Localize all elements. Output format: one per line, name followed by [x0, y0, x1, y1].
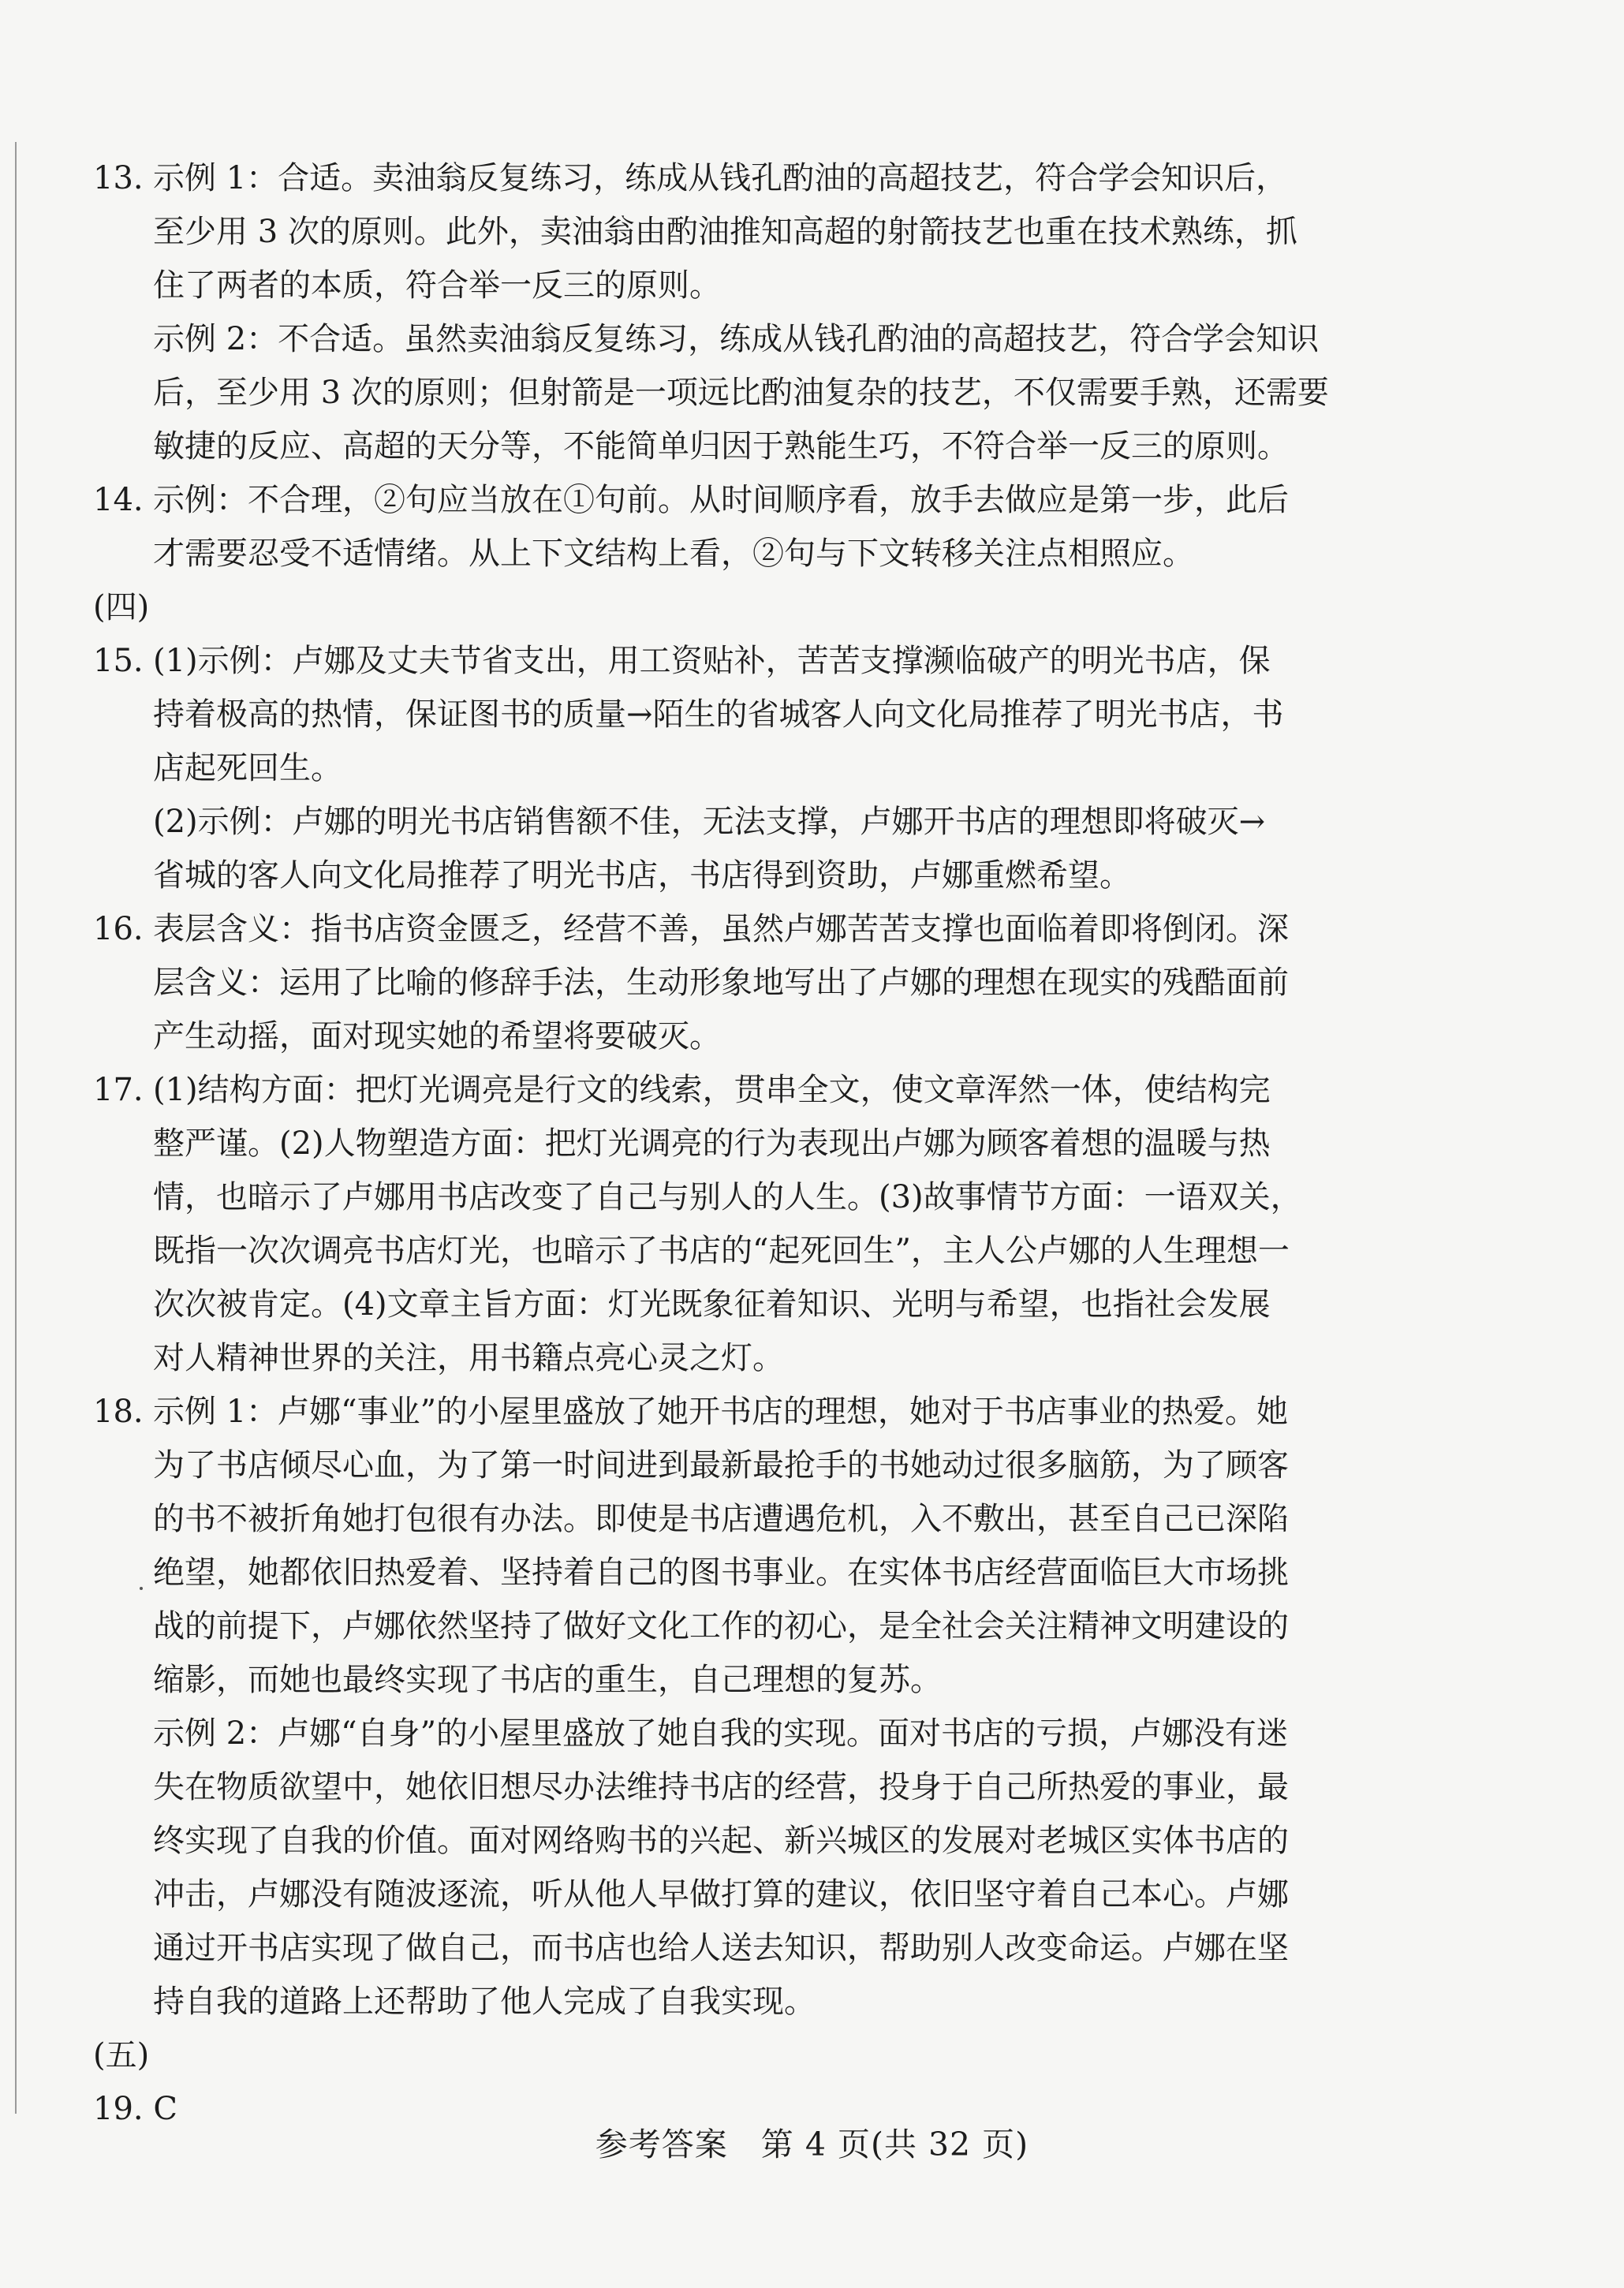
item-number: 16. — [93, 911, 144, 947]
text-line: 示例 2：不合适。虽然卖油翁反复练习，练成从钱孔酌油的高超技艺，符合学会知识 — [153, 321, 1320, 357]
text-line: 的书不被折角她打包很有办法。即使是书店遭遇危机，入不敷出，甚至自己已深陷 — [153, 1501, 1289, 1537]
text-line: 终实现了自我的价值。面对网络购书的兴起、新兴城区的发展对老城区实体书店的 — [153, 1823, 1289, 1859]
text-line: 缩影，而她也最终实现了书店的重生，自己理想的复苏。 — [153, 1662, 942, 1698]
margin-rule — [15, 142, 17, 2114]
text-line: 示例：不合理，②句应当放在①句前。从时间顺序看，放手去做应是第一步，此后 — [153, 482, 1289, 518]
answer-item-17 — [93, 1063, 1536, 1385]
text-line: 层含义：运用了比喻的修辞手法，生动形象地写出了卢娜的理想在现实的残酷面前 — [153, 965, 1289, 1001]
answer-item-14 — [93, 473, 1536, 580]
text-line: 通过开书店实现了做自己，而书店也给人送去知识，帮助别人改变命运。卢娜在坚 — [153, 1930, 1289, 1966]
text-line: 敏捷的反应、高超的天分等，不能简单归因于熟能生巧，不符合举一反三的原则。 — [153, 428, 1289, 465]
text-line: 战的前提下，卢娜依然坚持了做好文化工作的初心，是全社会关注精神文明建设的 — [153, 1608, 1289, 1644]
text-line: 绝望，她都依旧热爱着、坚持着自己的图书事业。在实体书店经营面临巨大市场挑 — [153, 1555, 1289, 1591]
text-line: (1)示例：卢娜及丈夫节省支出，用工资贴补，苦苦支撑濒临破产的明光书店，保 — [153, 643, 1271, 679]
item-number: 15. — [93, 643, 144, 679]
page-footer: 参考答案 第 4 页(共 32 页) — [595, 2126, 1029, 2163]
text-line: 住了两者的本质，符合举一反三的原则。 — [153, 267, 721, 304]
text-line: 示例 2：卢娜“自身”的小屋里盛放了她自我的实现。面对书店的亏损，卢娜没有迷 — [153, 1715, 1289, 1752]
item-number: 17. — [93, 1072, 144, 1108]
item-number: 18. — [93, 1394, 144, 1430]
text-line: 次次被肯定。(4)文章主旨方面：灯光既象征着知识、光明与希望，也指社会发展 — [153, 1286, 1271, 1323]
answer-item-19: 19. C — [93, 2091, 177, 2127]
text-line: 后，至少用 3 次的原则；但射箭是一项远比酌油复杂的技艺，不仅需要手熟，还需要 — [153, 375, 1329, 411]
text-line: 为了书店倾尽心血，为了第一时间进到最新最抢手的书她动过很多脑筋，为了顾客 — [153, 1447, 1289, 1484]
text-line: 失在物质欲望中，她依旧想尽办法维持书店的经营，投身于自己所热爱的事业，最 — [153, 1769, 1289, 1805]
text-line: (2)示例：卢娜的明光书店销售额不佳，无法支撑，卢娜开书店的理想即将破灭→ — [153, 804, 1266, 840]
text-line: 既指一次次调亮书店灯光，也暗示了书店的“起死回生”，主人公卢娜的人生理想一 — [153, 1233, 1290, 1269]
text-line: 持着极高的热情，保证图书的质量→陌生的省城客人向文化局推荐了明光书店，书 — [153, 696, 1284, 733]
text-line: 至少用 3 次的原则。此外，卖油翁由酌油推知高超的射箭技艺也重在技术熟练，抓 — [153, 214, 1297, 250]
text-line: 表层含义：指书店资金匮乏，经营不善，虽然卢娜苦苦支撑也面临着即将倒闭。深 — [153, 911, 1289, 947]
text-line: 冲击，卢娜没有随波逐流，听从他人早做打算的建议，依旧坚守着自己本心。卢娜 — [153, 1876, 1289, 1913]
answer-content — [93, 151, 1536, 2136]
section-heading-5: (五) — [93, 2037, 150, 2073]
item-number: 13. — [93, 160, 144, 196]
text-line: 整严谨。(2)人物塑造方面：把灯光调亮的行为表现出卢娜为顾客着想的温暖与热 — [153, 1125, 1271, 1162]
text-line: 省城的客人向文化局推荐了明光书店，书店得到资助，卢娜重燃希望。 — [153, 857, 1131, 894]
answer-item-13 — [93, 151, 1536, 473]
answer-item-18 — [93, 1385, 1536, 2029]
text-line: 持自我的道路上还帮助了他人完成了自我实现。 — [153, 1984, 816, 2020]
text-line: 产生动摇，面对现实她的希望将要破灭。 — [153, 1018, 721, 1054]
text-line: 对人精神世界的关注，用书籍点亮心灵之灯。 — [153, 1340, 784, 1376]
text-line: (1)结构方面：把灯光调亮是行文的线索，贯串全文，使文章浑然一体，使结构完 — [153, 1072, 1271, 1108]
text-line: 示例 1：合适。卖油翁反复练习，练成从钱孔酌油的高超技艺，符合学会知识后， — [153, 160, 1288, 196]
text-line: 情，也暗示了卢娜用书店改变了自己与别人的人生。(3)故事情节方面：一语双关， — [153, 1179, 1302, 1215]
section-heading-4: (四) — [93, 589, 150, 625]
answer-item-15 — [93, 634, 1536, 902]
item-number: 14. — [93, 482, 144, 518]
answer-item-16 — [93, 902, 1536, 1063]
text-line: 店起死回生。 — [153, 750, 342, 786]
text-line: 示例 1：卢娜“事业”的小屋里盛放了她开书店的理想，她对于书店事业的热爱。她 — [153, 1394, 1289, 1430]
text-line: 才需要忍受不适情绪。从上下文结构上看，②句与下文转移关注点相照应。 — [153, 536, 1194, 572]
